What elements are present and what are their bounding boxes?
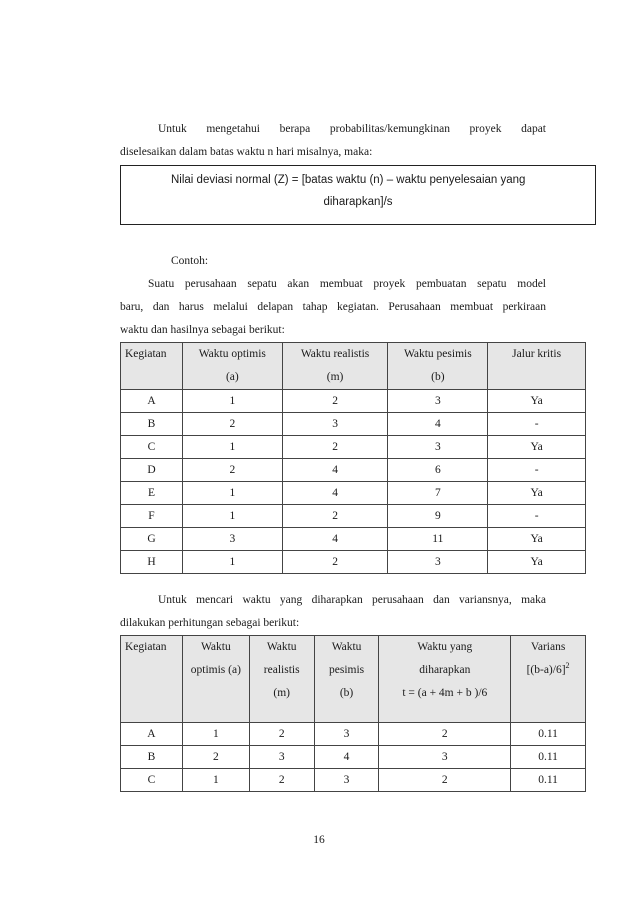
table-cell: 3 (314, 769, 379, 792)
table-cell: - (488, 459, 586, 482)
table-row (121, 459, 586, 482)
table-cell: 4 (388, 413, 488, 436)
activity-table (120, 342, 586, 574)
header-text: Kegiatan (125, 641, 167, 653)
activity-table-header (121, 343, 586, 390)
table-cell: 2 (182, 746, 249, 769)
header-waktu-realistis (282, 343, 388, 390)
formula-line-2: diharapkan]/s (323, 196, 393, 208)
table-row (121, 413, 586, 436)
table-cell: 2 (182, 459, 282, 482)
varians-formula: [(b-a)/6] (526, 664, 566, 676)
table-row (121, 528, 586, 551)
intro-line-1: Untuk mengetahui berapa probabilitas/kemungkinan proyek dapat (158, 123, 546, 135)
table-cell: 2 (249, 769, 314, 792)
table-cell: 2 (249, 723, 314, 746)
table-row (121, 551, 586, 574)
header-varians (511, 636, 586, 723)
table-cell: Ya (488, 528, 586, 551)
table-cell: 3 (249, 746, 314, 769)
table-cell: C (121, 769, 183, 792)
header-text: Waktu (266, 641, 297, 653)
table-cell: 3 (388, 551, 488, 574)
table-cell: 2 (379, 723, 511, 746)
table-cell: D (121, 459, 183, 482)
table-cell: B (121, 746, 183, 769)
table-cell: 0.11 (511, 769, 586, 792)
table-row (121, 769, 586, 792)
table-row (121, 482, 586, 505)
table-cell: B (121, 413, 183, 436)
table-cell: 2 (379, 769, 511, 792)
header-text-sub: (b) (431, 371, 445, 383)
header-waktu-optimis (182, 343, 282, 390)
table-cell: 1 (182, 482, 282, 505)
table-cell: - (488, 413, 586, 436)
table-cell: Ya (488, 482, 586, 505)
header-waktu-pesimis (388, 343, 488, 390)
table-cell: 1 (182, 390, 282, 413)
header-text-sub: realistis (263, 664, 300, 676)
calculation-table (120, 635, 586, 792)
table-cell: 4 (314, 746, 379, 769)
table-cell: 3 (379, 746, 511, 769)
header-text: Varians (530, 641, 566, 653)
table-cell: H (121, 551, 183, 574)
calc-line-1: Untuk mencari waktu yang diharapkan perusahaan dan variansnya, maka (158, 594, 546, 606)
calculation-table-header (121, 636, 586, 723)
table-cell: Ya (488, 390, 586, 413)
example-line-2: baru, dan harus melalui delapan tahap kegiatan. Perusahaan membuat perkiraan (120, 301, 546, 313)
table-cell: 3 (388, 390, 488, 413)
header-waktu-realistis (249, 636, 314, 723)
example-line-3: waktu dan hasilnya sebagai berikut: (120, 324, 285, 336)
header-text: Waktu optimis (198, 348, 266, 360)
table-row (121, 505, 586, 528)
table-cell: 4 (282, 482, 388, 505)
table-cell: G (121, 528, 183, 551)
table-cell: 1 (182, 505, 282, 528)
header-text-sub: pesimis (328, 664, 365, 676)
page-number: 16 (313, 834, 325, 846)
table-cell: 3 (182, 528, 282, 551)
table-row (121, 436, 586, 459)
table-cell: A (121, 723, 183, 746)
table-cell: E (121, 482, 183, 505)
table-cell: 7 (388, 482, 488, 505)
table-cell: 1 (182, 551, 282, 574)
table-cell: 2 (282, 551, 388, 574)
table-cell: 3 (388, 436, 488, 459)
formula-line-1: Nilai deviasi normal (Z) = [batas waktu (n) – waktu penyelesaian yang (171, 174, 526, 186)
header-formula: t = (a + 4m + b )/6 (402, 687, 488, 699)
header-text: Waktu (331, 641, 362, 653)
header-kegiatan (121, 343, 183, 390)
header-text: Kegiatan (125, 348, 167, 360)
header-text-sub: optimis (a) (190, 664, 241, 676)
header-text: Jalur kritis (512, 348, 562, 360)
table-cell: - (488, 505, 586, 528)
header-text: Waktu (200, 641, 231, 653)
header-text-sub: (m) (326, 371, 344, 383)
header-text-sub2: (b) (339, 687, 354, 699)
header-kegiatan (121, 636, 183, 723)
header-text: Waktu pesimis (403, 348, 472, 360)
table-cell: A (121, 390, 183, 413)
table-cell: 1 (182, 436, 282, 459)
header-waktu-diharapkan (379, 636, 511, 723)
intro-line-2: diselesaikan dalam batas waktu n hari misalnya, maka: (120, 146, 373, 158)
varians-exponent: 2 (565, 661, 570, 671)
table-cell: 2 (182, 413, 282, 436)
table-cell: Ya (488, 551, 586, 574)
table-cell: F (121, 505, 183, 528)
table-cell: 4 (282, 459, 388, 482)
table-row (121, 746, 586, 769)
header-jalur-kritis (488, 343, 586, 390)
table-cell: 2 (282, 436, 388, 459)
table-cell: 3 (282, 413, 388, 436)
table-cell: 1 (182, 769, 249, 792)
table-cell: 0.11 (511, 746, 586, 769)
example-line-1: Suatu perusahaan sepatu akan membuat proyek pembuatan sepatu model (148, 278, 546, 290)
table-cell: 2 (282, 390, 388, 413)
table-cell: Ya (488, 436, 586, 459)
header-text-sub: diharapkan (419, 664, 471, 676)
table-cell: 9 (388, 505, 488, 528)
table-cell: 0.11 (511, 723, 586, 746)
header-waktu-pesimis (314, 636, 379, 723)
table-cell: 11 (388, 528, 488, 551)
example-paragraph (120, 273, 546, 342)
header-text-sub2: (m) (273, 687, 290, 699)
table-row (121, 723, 586, 746)
table-cell: 2 (282, 505, 388, 528)
example-label: Contoh: (171, 255, 209, 267)
table-cell: C (121, 436, 183, 459)
table-cell: 1 (182, 723, 249, 746)
header-formula (511, 659, 585, 682)
table-row (121, 390, 586, 413)
header-text: Waktu yang (417, 641, 473, 653)
table-cell: 6 (388, 459, 488, 482)
calc-paragraph (120, 589, 546, 635)
table-cell: 4 (282, 528, 388, 551)
calc-line-2: dilakukan perhitungan sebagai berikut: (120, 617, 300, 629)
header-text: Waktu realistis (300, 348, 370, 360)
formula-box (120, 165, 596, 225)
table-cell: 3 (314, 723, 379, 746)
header-waktu-optimis (182, 636, 249, 723)
header-text-sub: (a) (225, 371, 239, 383)
intro-paragraph (120, 118, 546, 164)
